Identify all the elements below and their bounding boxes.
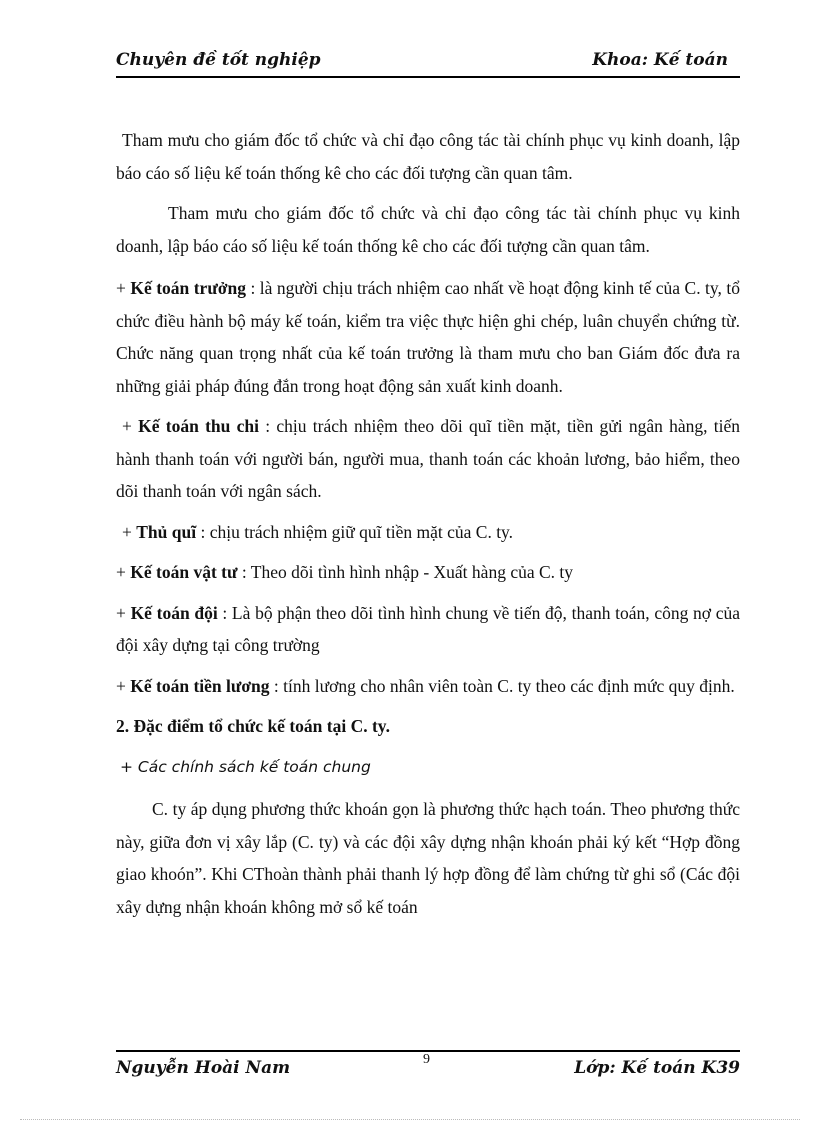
role-item: + Kế toán thu chi : chịu trách nhiệm theo dõi quĩ tiền mặt, tiền gửi ngân hàng, tiến hành thanh toán với người bán, người mua, thanh toán các khoản lương, bảo hiểm, theo dõi thanh toán với ngân sách. [116,416,740,501]
header-department: Khoa: Kế toán [592,50,728,70]
role-item: + Kế toán tiền lương : tính lương cho nhân viên toàn C. ty theo các định mức quy định. [116,675,735,696]
paragraph: Tham mưu cho giám đốc tổ chức và chỉ đạo công tác tài chính phục vụ kinh doanh, lập báo cáo số liệu kế toán thống kê cho các đối tượng cần quan tâm. [116,203,740,256]
role-title: Kế toán trưởng [130,278,246,298]
role-item: + Kế toán đội : Là bộ phận theo dõi tình hình chung về tiến độ, thanh toán, công nợ của đội xây dựng tại công trường [116,602,741,655]
page-footer [116,1050,740,1082]
role-item: + Kế toán vật tư : Theo dõi tình hình nhập - Xuất hàng của C. ty [116,562,574,582]
page-number: 9 [423,1052,430,1067]
page-edge-divider [20,1119,800,1120]
role-title: Kế toán vật tư [130,562,238,582]
section-heading: 2. Đặc điểm tổ chức kế toán tại C. ty. [116,716,390,736]
page-header [116,46,740,78]
role-item: + Thủ quĩ : chịu trách nhiệm giữ quĩ tiền mặt của C. ty. [122,521,514,542]
role-title: Thủ quĩ [136,521,197,542]
role-title: Kế toán đội [130,602,218,623]
footer-author: Nguyễn Hoài Nam [116,1058,291,1078]
role-item: + Kế toán trưởng : là người chịu trách nhiệm cao nhất về hoạt động kinh tế của C. ty, tổ chức điều hành bộ máy kế toán, kiểm tra việc thực hiện ghi chép, luân chuyển chứng từ. Chức năng quan trọng nhất của kế toán trưởng là tham mưu cho ban Giám đốc đưa ra những giải pháp đúng đắn trong hoạt động sản xuất kinh doanh. [116,278,740,396]
paragraph: C. ty áp dụng phương thức khoán gọn là phương thức hạch toán. Theo phương thức này, giữa đơn vị xây lắp (C. ty) và các đội xây dựng nhận khoán phải ký kết “Hợp đồng giao khoón”. Khi CThoàn thành phải thanh lý hợp đồng để làm chứng từ ghi sổ (Các đội xây dựng nhận khoán không mở sổ kế toán [116,799,740,917]
footer-class: Lớp: Kế toán K39 [574,1058,740,1078]
document-body [116,124,740,931]
role-title: Kế toán thu chi [138,416,259,436]
role-title: Kế toán tiền lương [130,675,270,696]
paragraph: Tham mưu cho giám đốc tổ chức và chỉ đạo công tác tài chính phục vụ kinh doanh, lập báo cáo số liệu kế toán thống kê cho các đối tượng cần quan tâm. [116,130,740,183]
header-title: Chuyên đề tốt nghiệp [116,50,321,70]
section-subheading: + Các chính sách kế toán chung [120,757,371,776]
